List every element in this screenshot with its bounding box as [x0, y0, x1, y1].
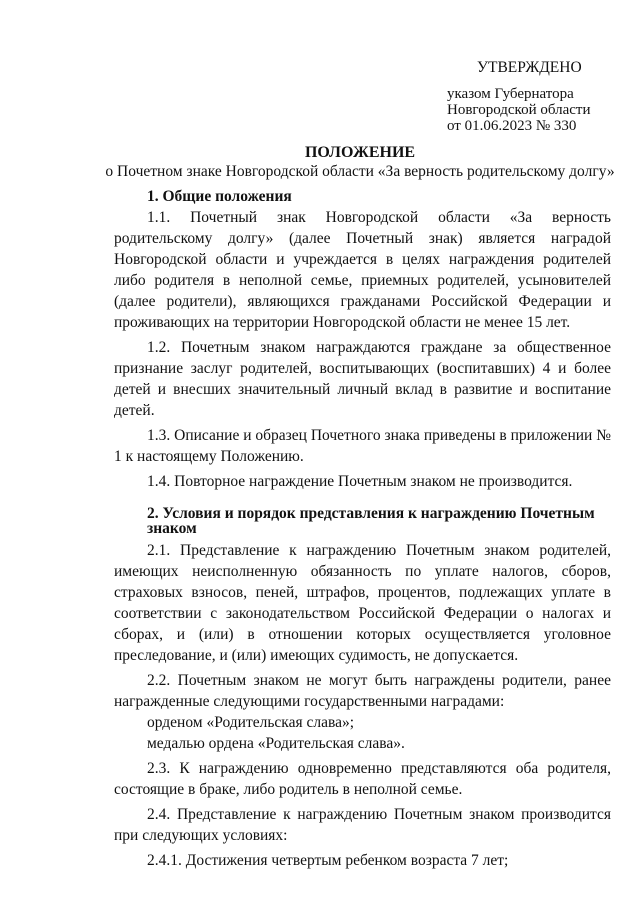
document-title: ПОЛОЖЕНИЕ	[304, 144, 416, 161]
document-body	[114, 186, 611, 871]
paragraph-2-3: 2.3. К награждению одновременно представляются оба родителя, состоящие в браке, либо родитель в неполной семье.	[114, 760, 611, 798]
paragraph-2-4-1: 2.4.1. Достижения четвертым ребенком возраста 7 лет;	[147, 852, 509, 869]
approval-line-2: Новгородской области	[447, 102, 591, 118]
paragraph-1-2: 1.2. Почетным знаком награждаются граждане за общественное признание заслуг родителей, воспитывающих (воспитавших) 4 и более детей и внесших значительный личный вклад в развитие и воспитание детей.	[114, 339, 611, 419]
section-1-heading: 1. Общие положения	[147, 188, 292, 205]
section-2-heading	[114, 506, 611, 536]
paragraph-1-4: 1.4. Повторное награждение Почетным знаком не производится.	[147, 473, 573, 490]
paragraph-1-3: 1.3. Описание и образец Почетного знака приведены в приложении № 1 к настоящему Положению.	[114, 427, 611, 465]
paragraph-1-1: 1.1. Почетный знак Новгородской области «За верность родительскому долгу» (далее Почетный знак) является наградой Новгородской области и учреждается в целях награждения родителей либо родителя в неполной семье, приемных родителей, усыновителей (далее родители), являющихся гражданами Российской Федерации и проживающих на территории Новгородской области не менее 15 лет.	[114, 209, 611, 331]
list-item-medal: медалью ордена «Родительская слава».	[147, 735, 405, 752]
paragraph-2-4: 2.4. Представление к награждению Почетным знаком производится при следующих условиях:	[114, 806, 611, 844]
approval-stamp	[447, 60, 627, 134]
approved-label: УТВЕРЖДЕНО	[477, 59, 582, 76]
paragraph-2-2: 2.2. Почетным знаком не могут быть награждены родители, ранее награжденные следующими государственными наградами:	[114, 672, 611, 710]
approval-line-3: от 01.06.2023 № 330	[447, 118, 577, 134]
paragraph-2-1: 2.1. Представление к награждению Почетным знаком родителей, имеющих неисполненную обязанность по уплате налогов, сборов, страховых взносов, пеней, штрафов, процентов, подлежащих уплате в соответствии с законодательством Российской Федерации о налогах и сборах, и (или) в отношении которых осуществляется уголовное преследование, и (или) имеющих судимость, не допускается.	[114, 542, 611, 664]
list-item-order: орденом «Родительская слава»;	[147, 714, 355, 731]
section-2-heading-line-1: 2. Условия и порядок представления к награждению Почетным	[147, 505, 595, 522]
section-2-heading-line-2: знаком	[147, 520, 197, 537]
approval-line-1: указом Губернатора	[447, 86, 574, 102]
document-subtitle: о Почетном знаке Новгородской области «За верность родительскому долгу»	[105, 163, 615, 180]
